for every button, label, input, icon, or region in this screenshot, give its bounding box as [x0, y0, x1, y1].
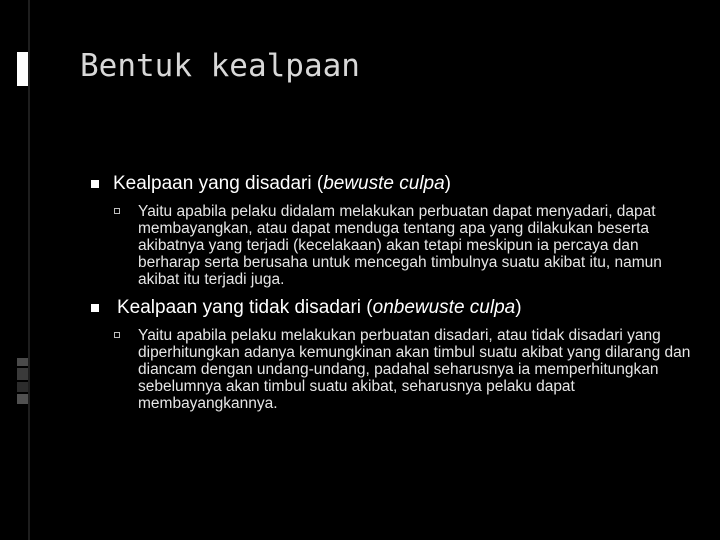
accent-strip — [0, 0, 28, 540]
bullet-heading-term: bewuste culpa — [323, 173, 445, 194]
slide-content — [88, 170, 698, 412]
hollow-square-bullet-icon — [114, 332, 120, 338]
slide-title: Bentuk kealpaan — [80, 48, 360, 84]
accent-square — [17, 394, 28, 404]
square-bullet-icon — [91, 180, 99, 188]
accent-square-white — [17, 52, 28, 86]
bullet-heading-term: onbewuste culpa — [372, 297, 516, 318]
accent-square — [17, 368, 28, 380]
sub-bullet-text: Yaitu apabila pelaku didalam melakukan perbuatan dapat menyadari, dapat membayangkan, atau dapat menduga tentang apa yang dilakukan beserta akibatnya yang terjadi (kecelakaan) akan tetapi meskipun ia percaya dan berharap serta berusaha untuk mencegah timbulnya suatu akibat itu, namun akibat itu terjadi juga. — [138, 203, 662, 288]
accent-square — [17, 358, 28, 366]
bullet-item-1: Kealpaan yang disadari (bewuste culpa) — [88, 170, 698, 198]
sub-bullet-item-1 — [88, 203, 698, 288]
hollow-square-bullet-icon — [114, 208, 120, 214]
bullet-heading: Kealpaan yang tidak disadari — [117, 297, 362, 318]
accent-square — [17, 382, 28, 392]
bullet-heading: Kealpaan yang disadari — [113, 173, 312, 194]
square-bullet-icon — [91, 304, 99, 312]
accent-divider — [28, 0, 30, 540]
sub-bullet-item-2 — [88, 327, 698, 412]
sub-bullet-text: Yaitu apabila pelaku melakukan perbuatan disadari, atau tidak disadari yang diperhitungkan adanya kemungkinan akan timbul suatu akibat yang dilarang dan diancam dengan undang-undang, padahal seharusnya ia memperhitungkan sebelumnya akan timbul suatu akibat, seharusnya pelaku dapat membayangkannya. — [138, 327, 691, 412]
bullet-item-2: Kealpaan yang tidak disadari (onbewuste culpa) — [88, 294, 698, 322]
